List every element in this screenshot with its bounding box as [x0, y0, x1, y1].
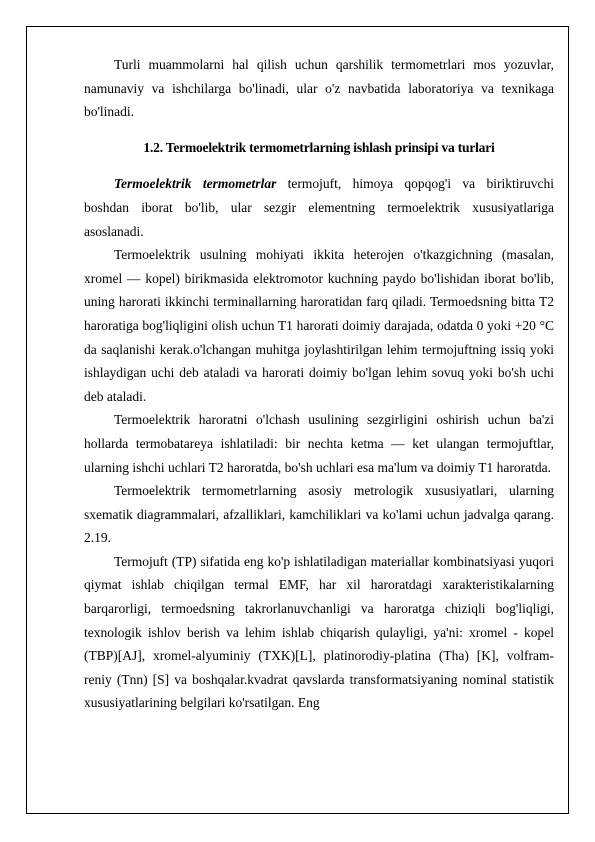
paragraph-5: Termoelektrik termometrlarning asosiy metrologik xususiyatlari, ularning sxematik diagrammalari, afzalliklari, kamchiliklari va ko'lami uchun jadvalga qarang. 2.19.: [84, 483, 554, 546]
paragraph-2: [84, 172, 554, 243]
paragraph-6: Termojuft (TP) sifatida eng ko'p ishlatiladigan materiallar kombinatsiyasi yuqori qiymat ishlab chiqilgan termal EMF, har xil haroratdagi xarakteristikalarning barqarorligi, termoedsning takrorlanuvchanligi va haroratga chiziqli bog'liqligi, texnologik ishlov berish va lehim ishlab chiqarish qulayligi, ya'ni: xromel - kopel (TBP)[AJ], xromel-alyuminiy (TXK)[L], platinorodiy-platina (Tha) [K], volfram-reniy (Tnn) [S] va boshqalar.kvadrat qavslarda transformatsiyaning nominal statistik xususiyatlarining belgilari ko'rsatilgan. Eng: [84, 553, 554, 711]
paragraph-2-text: termojuft, himoya qopqog'i va biriktiruvchi boshdan iborat bo'lib, ular sezgir elementning termoelektrik xususiyatlariga asoslanadi.: [84, 176, 554, 239]
term-thermoelectric-thermometers: Termoelektrik termometrlar: [114, 176, 277, 192]
paragraph-3: Termoelektrik usulning mohiyati ikkita heterojen o'tkazgichning (masalan, xromel — kopel) birikmasida elektromotor kuchning paydo bo'lishidan iborat bo'lib, uning harorati ikkinchi terminallarning haroratidan farq qiladi. Termoedsning bitta T2 haroratiga bog'liqligini olish uchun T1 harorati doimiy darajada, odatda 0 yoki +20 °C da saqlanishi kerak.o'lchangan muhitga joylashtirilgan lehim termojuftning issiq yoki ishlaydigan uchi deb ataladi va harorati doimiy bo'lgan lehim sovuq yoki bo'sh uchi deb ataladi.: [84, 247, 554, 404]
paragraph-1: Turli muammolarni hal qilish uchun qarshilik termometrlari mos yozuvlar, namunaviy va ishchilarga bo'linadi, ular o'z navbatida laboratoriya va texnikaga bo'linadi.: [84, 57, 554, 120]
paragraph-4: Termoelektrik haroratni o'lchash usulining sezgirligini oshirish uchun ba'zi hollarda termobatareya ishlatiladi: bir nechta ketma — ket ulangan termojuftlar, ularning ishchi uchlari T2 haroratda, bo'sh uchlari esa ma'lum va doimiy T1 haroratda.: [84, 412, 554, 475]
document-body: [84, 53, 554, 715]
section-heading: 1.2. Termoelektrik termometrlarning ishlash prinsipi va turlari: [143, 139, 495, 155]
